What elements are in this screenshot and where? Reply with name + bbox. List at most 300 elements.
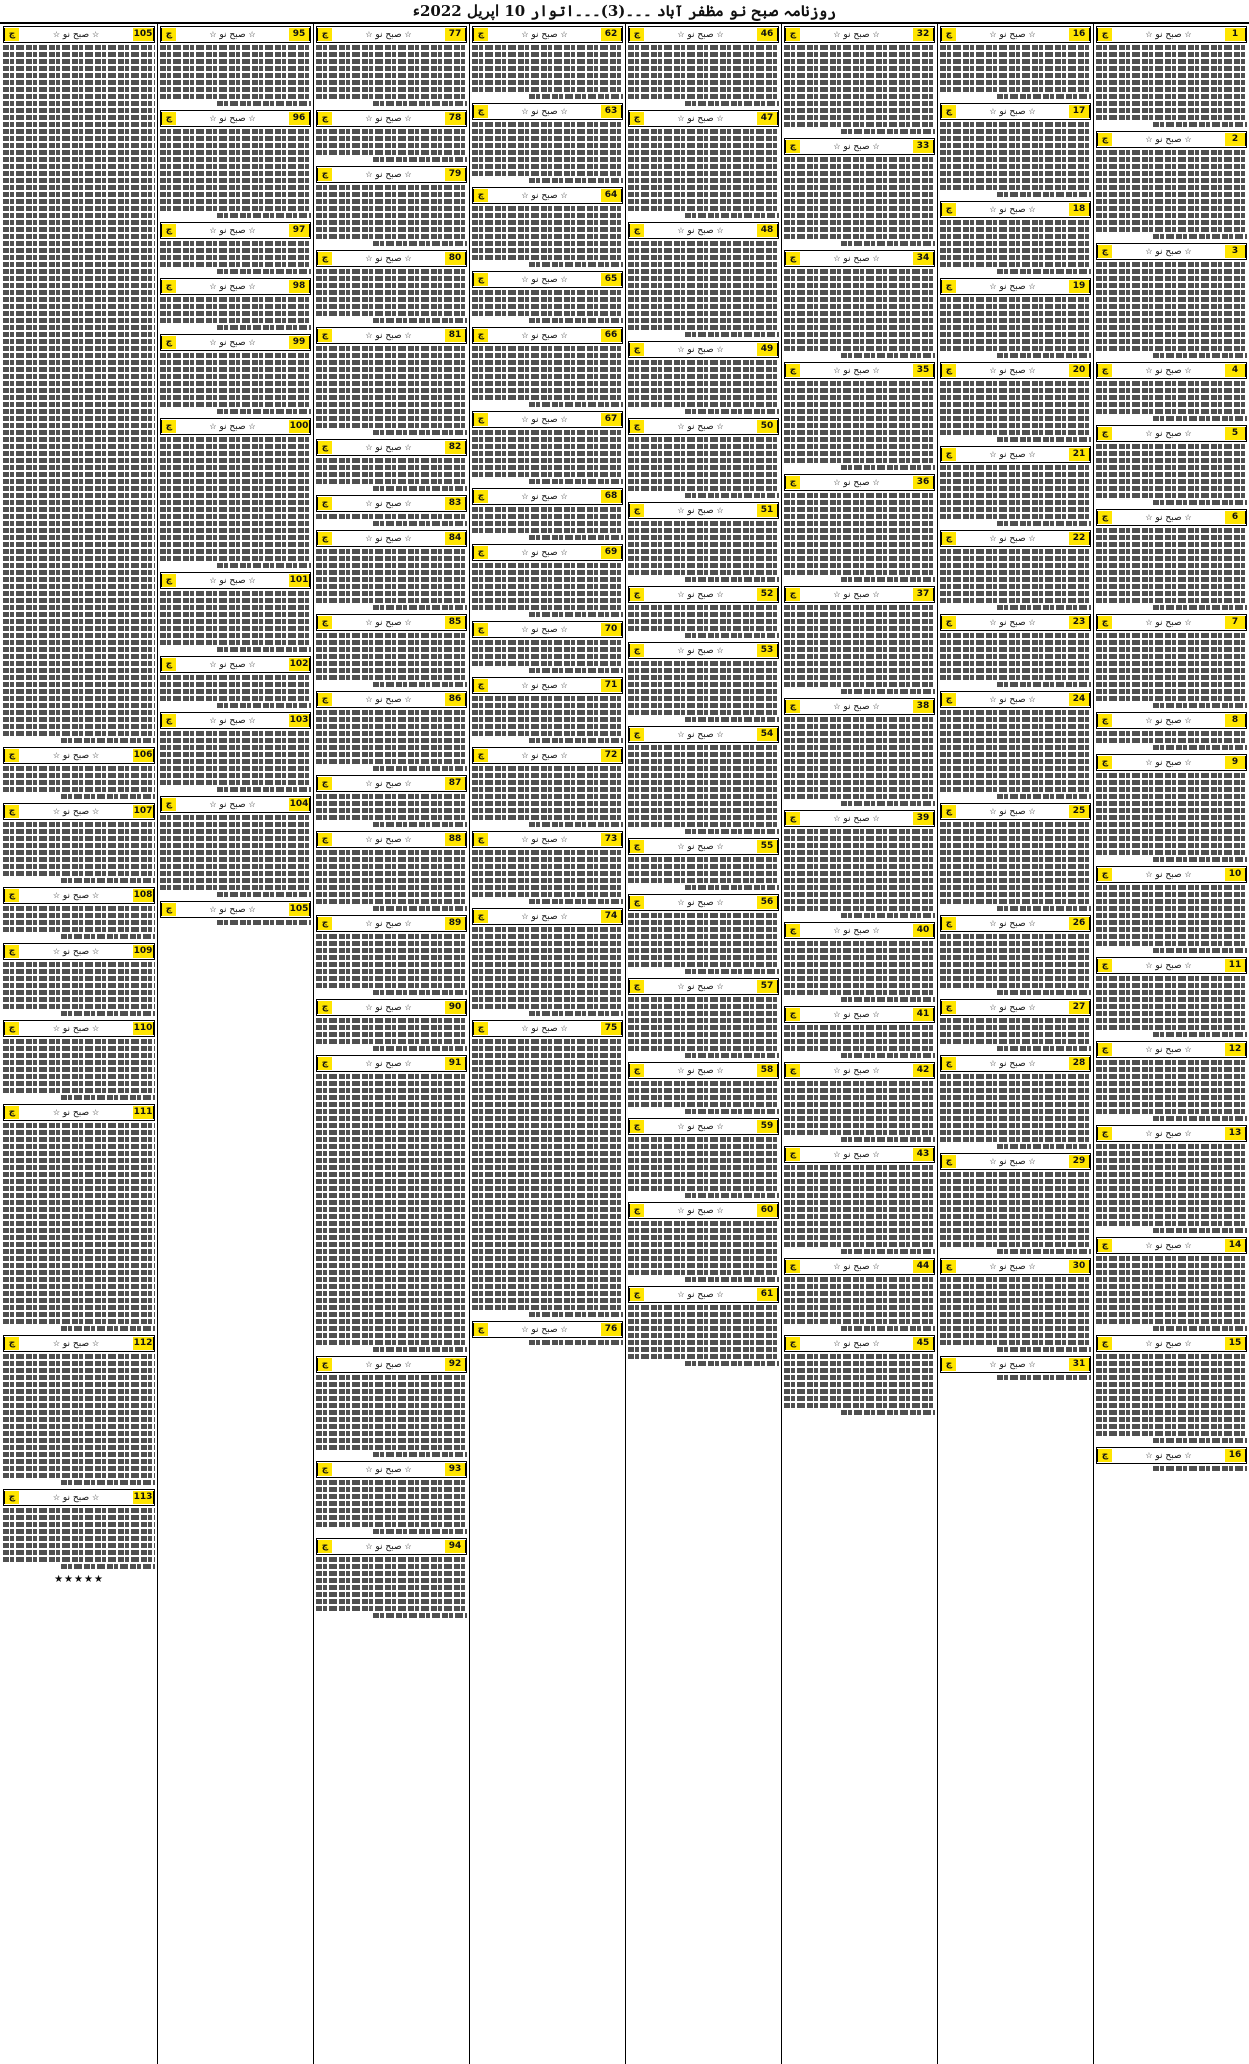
notice-text-line [316,45,467,50]
star-icon: ☆ [1145,1338,1153,1348]
notice-text-line [472,647,623,652]
notice-text-line [628,241,779,246]
notice-header [160,334,311,351]
public-notice [626,894,781,976]
notice-text-line [3,374,155,379]
notice-text-line [472,311,623,316]
notice-text-line [472,1277,623,1282]
notice-text-line [160,59,311,64]
notice-number-badge: 38 [913,700,934,713]
notice-header [1096,425,1247,442]
notice-text-line [628,1004,779,1009]
notice-text-line [472,521,623,526]
notice-text-line [3,150,155,155]
notice-header [316,250,467,267]
notice-number-badge: 16 [1069,28,1090,41]
star-icon: ☆ [1028,1261,1036,1271]
star-icon: ☆ [404,617,412,627]
notice-text-line [940,381,1091,386]
notice-tag-badge: چ [161,658,176,671]
notice-text-line [529,535,623,540]
notice-text-line [472,703,623,708]
notice-tag-badge: چ [1097,1337,1112,1350]
star-icon: ☆ [1184,960,1192,970]
notice-text-line [628,605,779,610]
notice-text-line [940,1032,1091,1037]
notice-text-line [316,1193,467,1198]
star-icon: ☆ [833,813,841,823]
star-icon: ☆ [833,925,841,935]
notice-number-badge: 28 [1069,1057,1090,1070]
notice-text-line [472,528,623,533]
notice-text-line [1096,1284,1247,1289]
notice-text-line [784,745,935,750]
notice-text-line [940,66,1091,71]
notice-text-line [472,1060,623,1065]
notice-title [176,30,289,40]
notice-text-line [628,1263,779,1268]
notice-text-line [316,1270,467,1275]
notice-text-line [316,1207,467,1212]
notice-header [3,887,155,904]
notice-title-text: صبح نو [1152,246,1185,257]
notice-number-badge: 99 [289,336,310,349]
star-icon: ☆ [716,113,724,123]
star-icon: ☆ [404,442,412,452]
notice-number-badge: 47 [757,112,778,125]
notice-tag-badge: چ [785,28,800,41]
notice-text-line [3,101,155,106]
notice-text-line [1096,115,1247,120]
notice-text-line [61,738,155,743]
star-icon: ☆ [872,1009,880,1019]
notice-text-line [316,892,467,897]
star-icon: ☆ [1145,715,1153,725]
notice-text-line [628,1018,779,1023]
notice-text-line [472,129,623,134]
notice-text-line [784,717,935,722]
notice-tag-badge: چ [4,1022,19,1035]
notice-text-line [784,556,935,561]
notice-text-line [1096,1354,1247,1359]
notice-text-line [3,458,155,463]
notice-title [956,807,1069,817]
notice-text-line [472,731,623,736]
notice-text-line [529,479,623,484]
notice-tag-badge: چ [473,189,488,202]
notice-number-badge: 77 [445,28,466,41]
notice-title-text: صبح نو [996,29,1029,40]
notice-header [628,110,779,127]
notice-text-line [316,1606,467,1611]
star-icon: ☆ [91,806,100,816]
notice-title [1112,513,1225,523]
notice-text-line [1096,990,1247,995]
notice-text-line [3,836,155,841]
notice-text-line [3,668,155,673]
notice-header [784,698,935,715]
notice-tag-badge: چ [785,588,800,601]
notice-title-text: صبح نو [60,1023,92,1034]
notice-text-line [160,766,311,771]
public-notice [1094,1237,1249,1333]
notice-number-badge: 62 [601,28,622,41]
notice-number-badge: 98 [289,280,310,293]
star-icon: ☆ [1028,918,1036,928]
star-icon: ☆ [833,1065,841,1075]
notice-text-line [1096,542,1247,547]
public-notice [938,1153,1093,1256]
notice-text-line [940,1025,1091,1030]
star-icon: ☆ [404,253,412,263]
notice-text-line [3,1123,155,1128]
notice-title-text: صبح نو [528,911,561,922]
notice-text-line [217,920,311,925]
notice-text-line [160,367,311,372]
notice-text-line [628,45,779,50]
notice-text-line [628,444,779,449]
notice-text-line [1096,913,1247,918]
notice-title-text: صبح نو [1152,428,1185,439]
notice-text-line [472,171,623,176]
notice-tag-badge: چ [941,1260,956,1273]
notice-text-line [3,409,155,414]
notice-text-line [784,52,935,57]
notice-text-line [1096,696,1247,701]
notice-title-text: صبح نو [684,1289,717,1300]
notice-number-badge: 25 [1069,805,1090,818]
notice-text-line [472,1088,623,1093]
notice-text-line [997,906,1091,911]
notice-text-line [940,423,1091,428]
notice-title [19,1108,133,1118]
public-notice [158,656,313,710]
notice-text-line [940,1039,1091,1044]
notice-title [488,1325,601,1335]
notice-text-line [160,843,311,848]
notice-title-text: صبح نو [372,1002,405,1013]
notice-text-line [940,1137,1091,1142]
notice-text-line [316,549,467,554]
notice-text-line [529,94,623,99]
notice-tag-badge: چ [473,105,488,118]
notice-text-line [3,493,155,498]
notice-text-line [316,1277,467,1282]
notice-text-line [685,577,779,582]
star-icon: ☆ [1184,757,1192,767]
notice-text-line [628,1340,779,1345]
notice-text-line [472,857,623,862]
notice-text-line [940,59,1091,64]
star-icon: ☆ [989,1058,997,1068]
notice-title [1112,1045,1225,1055]
notice-text-line [940,1214,1091,1219]
notice-text-line [1096,1382,1247,1387]
notice-text-line [316,1242,467,1247]
star-icon: ☆ [989,533,997,543]
notice-text-line [784,1165,935,1170]
notice-text-line [160,472,311,477]
notice-text-line [940,787,1091,792]
notice-text-line [628,59,779,64]
notice-header [1096,131,1247,148]
star-icon: ☆ [521,834,529,844]
notice-title-text: صبح نو [372,617,405,628]
notice-text-line [628,913,779,918]
notice-text-line [160,535,311,540]
notice-text-line [940,80,1091,85]
notice-text-line [1096,458,1247,463]
notice-header [628,418,779,435]
notice-tag-badge: چ [4,945,19,958]
notice-title-text: صبح نو [1152,757,1185,768]
notice-text-line [373,241,467,246]
notice-text-line [1096,346,1247,351]
public-notice [938,26,1093,101]
star-icon: ☆ [248,715,256,725]
star-icon: ☆ [365,834,373,844]
notice-text-line [472,815,623,820]
notice-title [176,114,289,124]
notice-text-line [1153,745,1247,750]
notice-text-line [784,1382,935,1387]
notice-title [1112,1129,1225,1139]
public-notice [470,26,625,101]
notice-text-line [628,129,779,134]
star-icon: ☆ [404,29,412,39]
public-notice [470,908,625,1018]
notice-text-line [628,1025,779,1030]
star-icon: ☆ [1184,869,1192,879]
notice-title [956,282,1069,292]
notice-text-line [628,941,779,946]
notice-text-line [1153,122,1247,127]
public-notice [314,775,469,829]
public-notice [314,1461,469,1536]
star-icon: ☆ [365,694,373,704]
star-icon: ☆ [677,1121,685,1131]
public-notice [782,922,937,1004]
notice-text-line [628,626,779,631]
notice-text-line [1096,1067,1247,1072]
notice-text-line [160,437,311,442]
notice-title [488,835,601,845]
notice-text-line [784,563,935,568]
notice-title-text: صبح نو [840,1009,873,1020]
notice-text-line [316,1144,467,1149]
notice-text-line [628,255,779,260]
star-icon: ☆ [365,253,373,263]
notice-tag-badge: چ [1097,1239,1112,1252]
notice-text-line [160,164,311,169]
star-icon: ☆ [365,1359,373,1369]
notice-text-line [316,1032,467,1037]
notice-text-line [316,395,467,400]
star-icon: ☆ [91,1338,100,1348]
notice-text-line [784,185,935,190]
star-icon: ☆ [989,918,997,928]
notice-text-line [160,626,311,631]
star-icon: ☆ [52,29,61,39]
notice-text-line [1153,500,1247,505]
notice-title [644,1122,757,1132]
notice-text-line [628,374,779,379]
notice-text-line [3,276,155,281]
notice-text-line [472,150,623,155]
notice-text-line [784,829,935,834]
notice-title-text: صبح نو [60,1107,92,1118]
star-icon: ☆ [872,589,880,599]
notice-number-badge: 53 [757,644,778,657]
star-icon: ☆ [365,778,373,788]
notice-title-text: صبح نو [372,169,405,180]
notice-text-line [784,535,935,540]
notice-header [472,411,623,428]
notice-text-line [1153,1466,1247,1471]
notice-title-text: صبح نو [528,274,561,285]
notice-text-line [628,269,779,274]
notice-text-line [1096,563,1247,568]
notice-text-line [472,1102,623,1107]
notice-text-line [1096,395,1247,400]
notice-text-line [472,864,623,869]
notice-text-line [61,934,155,939]
notice-title [176,716,289,726]
notice-title [176,905,289,915]
notice-tag-badge: چ [629,896,644,909]
notice-text-line [316,584,467,589]
notice-number-badge: 57 [757,980,778,993]
public-notice [626,110,781,220]
notice-text-line [1096,1263,1247,1268]
notice-title [488,1024,601,1034]
notice-text-line [1096,1102,1247,1107]
notice-title [956,1157,1069,1167]
public-notice [1094,509,1249,612]
notice-text-line [784,171,935,176]
notice-title-text: صبح نو [840,1261,873,1272]
star-icon: ☆ [521,680,529,690]
notice-text-line [160,374,311,379]
star-icon: ☆ [716,505,724,515]
star-icon: ☆ [365,918,373,928]
notice-text-line [1096,633,1247,638]
notice-text-line [628,1228,779,1233]
star-icon: ☆ [1184,715,1192,725]
notice-header [3,1020,155,1037]
notice-text-line [3,1550,155,1555]
notice-title-text: صبح نو [372,778,405,789]
notice-text-line [373,430,467,435]
notice-text-line [3,416,155,421]
notice-text-line [316,1333,467,1338]
notice-number-badge: 75 [601,1022,622,1035]
notice-text-line [3,206,155,211]
notice-title [1112,870,1225,880]
notice-text-line [784,514,935,519]
notice-text-line [940,1319,1091,1324]
notice-text-line [1096,87,1247,92]
notice-header [3,943,155,960]
public-notice [314,1356,469,1459]
notice-title-text: صبح نو [996,1156,1029,1167]
star-icon: ☆ [716,589,724,599]
notice-header [940,1356,1091,1373]
notice-text-line [628,661,779,666]
notice-title-text: صبح نو [684,1205,717,1216]
notice-text-line [685,829,779,834]
notice-title [332,919,445,929]
star-icon: ☆ [209,337,217,347]
notice-text-line [1096,1158,1247,1163]
notice-text-line [160,241,311,246]
notice-tag-badge: چ [473,623,488,636]
notice-title [19,30,133,40]
notice-title [800,1010,913,1020]
notice-text-line [1096,409,1247,414]
notice-text-line [784,87,935,92]
notice-text-line [1096,325,1247,330]
notice-text-line [3,535,155,540]
notice-text-line [784,766,935,771]
star-icon: ☆ [716,1289,724,1299]
public-notice [782,474,937,584]
notice-text-line [940,1172,1091,1177]
notice-text-line [784,1095,935,1100]
star-icon: ☆ [716,1205,724,1215]
notice-number-badge: 110 [133,1023,153,1033]
star-icon: ☆ [1028,533,1036,543]
notice-number-badge: 97 [289,224,310,237]
notice-text-line [3,185,155,190]
notice-text-line [1153,1116,1247,1121]
notice-tag-badge: چ [941,616,956,629]
notice-text-line [472,353,623,358]
notice-text-line [316,185,467,190]
notice-text-line [1096,920,1247,925]
notice-header [1096,957,1247,974]
notice-text-line [3,1557,155,1562]
notice-text-line [3,255,155,260]
notice-text-line [784,1235,935,1240]
notice-text-line [784,731,935,736]
notice-title-text: صبح نو [372,253,405,264]
notice-text-line [316,87,467,92]
notice-text-line [1096,108,1247,113]
notice-header [3,1489,155,1506]
notice-title-text: صبح نو [684,897,717,908]
star-icon: ☆ [91,750,100,760]
notice-title [488,415,601,425]
notice-text-line [316,941,467,946]
notice-header [1096,1447,1247,1464]
notice-text-line [472,80,623,85]
notice-text-line [784,276,935,281]
notice-header [940,446,1091,463]
public-notice [1,747,157,801]
star-icon: ☆ [716,421,724,431]
notice-text-line [628,283,779,288]
notice-title-text: صبح نو [840,29,873,40]
notice-text-line [160,143,311,148]
notice-tag-badge: چ [629,588,644,601]
notice-text-line [316,1389,467,1394]
notice-text-line [160,199,311,204]
notice-title-text: صبح نو [372,1541,405,1552]
notice-text-line [940,857,1091,862]
notice-text-line [1153,1228,1247,1233]
notice-text-line [316,1039,467,1044]
